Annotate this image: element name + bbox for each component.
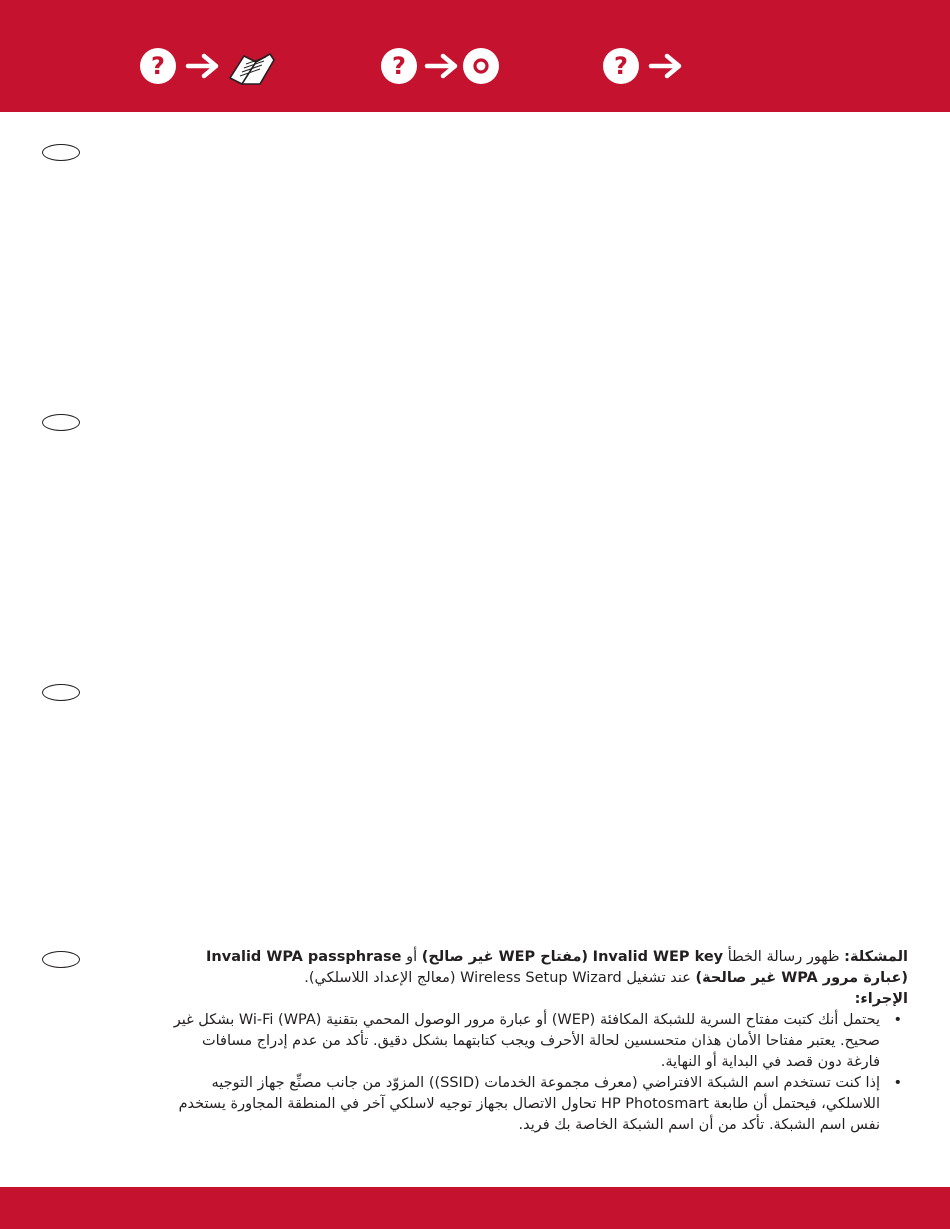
hint-help-to-web: [601, 46, 685, 86]
arrow-right-icon: [188, 56, 216, 76]
wizard-name: Wireless Setup Wizard: [460, 970, 622, 986]
svg-text:?: ?: [151, 52, 165, 80]
action-bullet-list: [170, 1010, 908, 1136]
header-bar: [0, 0, 950, 112]
hint-help-to-manual: [138, 46, 278, 86]
error-message-wpa-translation: (عبارة مرور WPA غير صالحة): [695, 970, 908, 986]
error-message-wep-translation: (مفتاح WEP غير صالح): [421, 949, 589, 965]
problem-text-1: ظهور رسالة الخطأ: [727, 949, 840, 965]
cd-icon: [463, 48, 499, 84]
arabic-troubleshooting-section: [170, 947, 908, 1136]
problem-label: المشكلة:: [844, 949, 908, 965]
book-icon: [230, 54, 274, 84]
language-marker-1: [42, 144, 80, 161]
language-marker-4: [42, 951, 80, 968]
wizard-translation: (معالج الإعداد اللاسلكي).: [304, 970, 456, 986]
footer-bar: [0, 1187, 950, 1229]
svg-text:?: ?: [392, 52, 406, 80]
question-icon: [140, 48, 176, 84]
arrow-right-icon: [427, 56, 455, 76]
action-bullet-item: • إذا كنت تستخدم اسم الشبكة الافتراضي (معرف مجموعة الخدمات (SSID)) المزوّد من جانب مصنِّع جهاز التوجيه اللاسلكي، فيحتمل أن طابعة HP Photosmart تحاول الاتصال بجهاز توجيه لاسلكي آخر في المنطقة المجاورة يستخدم نفس اسم الشبكة. تأكد من أن اسم الشبكة الخاصة بك فريد.: [170, 1073, 880, 1136]
error-message-wpa: Invalid WPA passphrase: [206, 949, 402, 965]
action-label: [170, 989, 908, 1010]
hint-help-to-cd: [379, 46, 503, 86]
action-bullet-item: • يحتمل أنك كتبت مفتاح السرية للشبكة المكافئة (WEP) أو عبارة مرور الوصول المحمي بتقنية Wi-Fi (WPA) بشكل غير صحيح. يعتبر مفتاحا الأمان هذان متحسسين لحالة الأحرف ويجب كتابتهما بشكل دقيق. تأكد من عدم إدراج مسافات فارغة دون قصد في البداية أو النهاية.: [170, 1010, 880, 1073]
question-icon: [381, 48, 417, 84]
problem-text-2: عند تشغيل: [626, 970, 691, 986]
arrow-right-icon: [651, 56, 679, 76]
language-marker-2: [42, 414, 80, 431]
question-icon: [603, 48, 639, 84]
action-label-text: الإجراء:: [854, 991, 908, 1007]
language-marker-3: [42, 684, 80, 701]
error-message-wep: Invalid WEP key: [592, 949, 724, 965]
or-word: أو: [406, 949, 418, 965]
svg-text:?: ?: [614, 52, 628, 80]
problem-paragraph: [170, 947, 908, 989]
